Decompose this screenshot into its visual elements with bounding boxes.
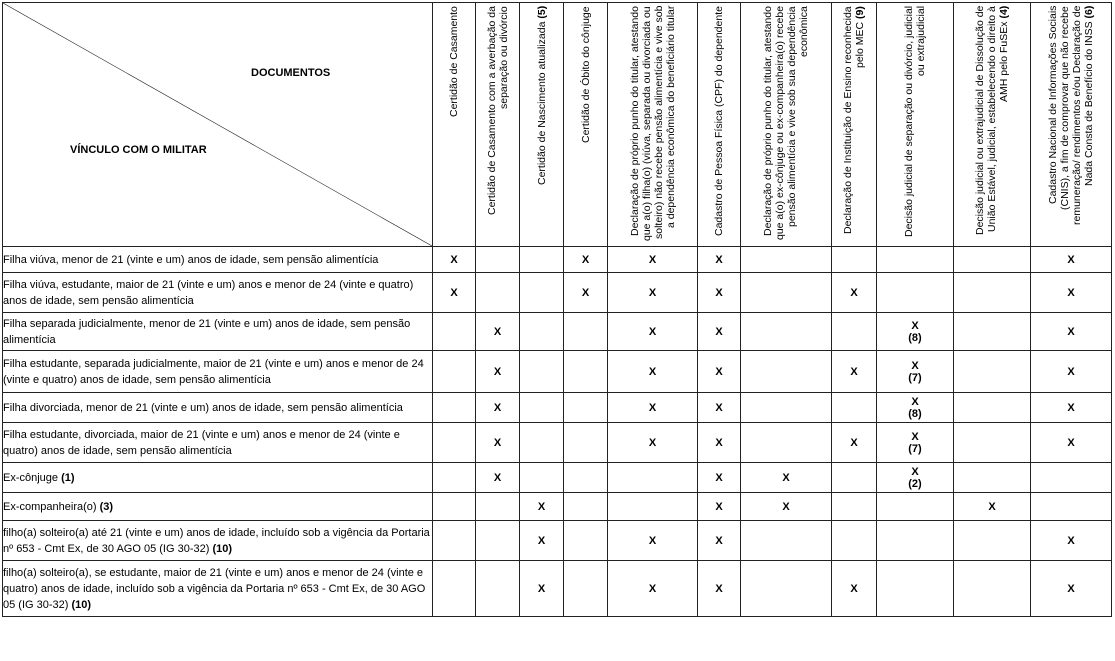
requirement-cell [698,561,741,617]
requirement-cell [877,561,954,617]
col-header-ref: (5) [535,6,548,19]
requirement-mark: X [537,582,546,595]
requirement-cell [698,423,741,463]
requirement-cell [1031,561,1112,617]
requirement-mark: X [648,365,657,378]
row-label-text: Filha estudante, separada judicialmente, maior de 21 (vinte e um) anos e menor de 24 (vinte e quatro) anos de idade, sem pensão alimentícia [3,357,424,386]
row-label-text: Ex-cônjuge [3,471,59,484]
requirement-mark: X [1067,534,1075,547]
requirement-mark: X [911,359,919,372]
requirement-cell [520,561,564,617]
requirement-cell [520,493,564,521]
requirement-cell [877,463,954,493]
requirement-mark: X [493,436,502,449]
requirement-cell [520,247,564,273]
header-row [3,3,1112,247]
row-label-ref: (1) [61,471,75,484]
requirement-cell [520,521,564,561]
requirement-mark: X [715,401,723,414]
col-header-certidao-nascimento [520,3,564,247]
table-row [3,393,1112,423]
requirement-mark: X [850,365,858,378]
col-header-text: Certidão de Nascimento atualizada [535,21,548,186]
requirement-cell [954,393,1031,423]
requirement-mark: X [493,401,502,414]
col-header-ref: (6) [1083,6,1095,19]
requirement-cell [954,351,1031,393]
requirement-cell [741,423,832,463]
row-label [3,561,433,617]
col-header-text: Decisão judicial ou extrajudicial de Dissolução de União Estável, judicial, estabelecendo o direito à AMH pelo FuSEx [974,6,1010,236]
requirement-mark: X [911,395,919,408]
requirement-cell [954,313,1031,351]
requirement-mark: X [648,253,657,266]
row-label-text: filho(a) solteiro(a) até 21 (vinte e um) anos de idade, incluído sob a vigência da Portaria nº 653 - Cmt Ex, de 30 AGO 05 (IG 30-32) [3,526,430,555]
requirement-mark: X [450,253,458,266]
col-header-text: Declaração de próprio punho do titular, atestando que a(o) ex-cônjuge ou ex-companheira(o) recebe pensão alimentícia e vive sob sua dependência econômica [762,6,810,241]
row-label-text: Filha separada judicialmente, menor de 21 (vinte e um) anos de idade, sem pensão alimentícia [3,317,411,346]
requirement-cell [954,423,1031,463]
requirement-cell [476,463,520,493]
requirement-cell [954,561,1031,617]
requirement-cell [1031,313,1112,351]
requirement-cell [608,313,698,351]
requirement-mark: X [1067,436,1075,449]
requirement-cell [741,561,832,617]
requirement-mark: X [1067,325,1075,338]
row-label-text: Filha viúva, menor de 21 (vinte e um) anos de idade, sem pensão alimentícia [3,253,379,266]
table-body [3,247,1112,617]
requirement-mark: X [715,534,723,547]
requirement-cell [877,351,954,393]
col-header-text: Cadastro Nacional de Informações Sociais (CNIS), a fim de comprovar que não recebe remuneração/ rendimentos e/ou Declaração de Nada Consta de Benefício do INSS [1047,6,1095,226]
requirement-mark: X [782,500,790,513]
requirement-cell [520,393,564,423]
requirement-cell [832,561,877,617]
row-label-ref: (10) [71,598,92,611]
col-header-certidao-averbacao [476,3,520,247]
requirement-cell [741,313,832,351]
requirement-cell [698,493,741,521]
requirement-cell [832,351,877,393]
requirement-cell [608,351,698,393]
requirement-cell [832,463,877,493]
row-label [3,247,433,273]
requirement-cell [564,423,608,463]
requirement-cell [877,393,954,423]
col-header-ref: (4) [998,6,1010,19]
requirement-cell [832,493,877,521]
requirement-cell [433,247,476,273]
requirement-mark: X [648,325,657,338]
requirement-mark: X [782,471,790,484]
requirement-cell [608,393,698,423]
col-header-certidao-obito [564,3,608,247]
documents-table [2,2,1112,617]
col-header-decisao-uniao-estavel [954,3,1031,247]
requirement-mark: X [493,471,502,484]
requirement-cell [698,313,741,351]
requirement-cell [1031,521,1112,561]
documents-label: DOCUMENTOS [251,67,331,79]
requirement-cell [877,313,954,351]
requirement-cell [476,423,520,463]
requirement-cell [564,247,608,273]
requirement-mark: X [648,436,657,449]
requirement-mark: X [715,436,723,449]
requirement-cell [698,351,741,393]
requirement-mark: X [715,471,723,484]
row-label [3,393,433,423]
requirement-cell [476,247,520,273]
requirement-cell [741,393,832,423]
col-header-cpf [698,3,741,247]
requirement-cell [954,493,1031,521]
requirement-cell [877,423,954,463]
requirement-mark: X [648,401,657,414]
requirement-mark: X [493,325,502,338]
requirement-mark: X [715,365,723,378]
requirement-cell [832,423,877,463]
requirement-cell [698,463,741,493]
requirement-cell [520,351,564,393]
requirement-cell [433,393,476,423]
requirement-cell [520,423,564,463]
row-label [3,313,433,351]
requirement-cell [741,351,832,393]
requirement-cell [564,493,608,521]
diagonal-line [3,3,432,246]
requirement-mark: X [1067,253,1075,266]
col-header-decisao-separacao [877,3,954,247]
requirement-note: (8) [908,407,922,420]
table-row [3,493,1112,521]
requirement-cell [1031,393,1112,423]
requirement-cell [1031,423,1112,463]
row-label [3,351,433,393]
row-label-text: Filha viúva, estudante, maior de 21 (vinte e um) anos e menor de 24 (vinte e quatro) anos de idade, sem pensão alimentícia [3,278,414,307]
requirement-cell [741,521,832,561]
requirement-mark: X [850,582,858,595]
requirement-mark: X [537,534,546,547]
table-row [3,273,1112,313]
requirement-cell [608,521,698,561]
table-row [3,247,1112,273]
requirement-cell [698,273,741,313]
requirement-cell [476,273,520,313]
col-header-text: Decisão judicial de separação ou divórcio, judicial ou extrajudicial [903,6,927,238]
requirement-cell [564,313,608,351]
requirement-cell [564,351,608,393]
requirement-cell [433,493,476,521]
requirement-cell [433,351,476,393]
table-row [3,351,1112,393]
requirement-cell [433,313,476,351]
requirement-cell [608,247,698,273]
requirement-note: (8) [908,331,922,344]
requirement-note: (2) [908,477,922,490]
requirement-cell [476,561,520,617]
requirement-cell [741,247,832,273]
col-header-text: Declaração de Instituição de Ensino reconhecida pelo MEC [842,6,866,234]
requirement-cell [698,247,741,273]
requirement-cell [698,393,741,423]
requirement-cell [954,463,1031,493]
requirement-cell [954,273,1031,313]
requirement-cell [832,247,877,273]
requirement-cell [698,521,741,561]
requirement-cell [832,273,877,313]
requirement-cell [520,313,564,351]
row-label-ref: (3) [99,500,114,513]
requirement-mark: X [911,430,919,443]
requirement-mark: X [648,286,657,299]
requirement-cell [476,393,520,423]
row-label-text: Filha estudante, divorciada, maior de 21 (vinte e um) anos e menor de 24 (vinte e quatro) anos de idade, sem pensão alimentícia [3,428,400,457]
table-row [3,561,1112,617]
row-label-text: Ex-companheira(o) [3,500,97,513]
requirement-cell [877,247,954,273]
requirement-cell [433,273,476,313]
requirement-cell [832,393,877,423]
requirement-cell [832,521,877,561]
requirement-mark: X [715,582,723,595]
requirement-cell [1031,493,1112,521]
col-header-cnis [1031,3,1112,247]
requirement-mark: X [911,465,919,478]
requirement-cell [877,521,954,561]
requirement-cell [520,273,564,313]
requirement-cell [1031,463,1112,493]
table-row [3,463,1112,493]
requirement-cell [832,313,877,351]
requirement-cell [433,463,476,493]
requirement-mark: X [850,286,858,299]
vinculo-label: VÍNCULO COM O MILITAR [70,144,207,156]
requirement-cell [476,313,520,351]
col-header-text: Certidão de Casamento com a averbação da separação ou divórcio [485,6,510,215]
requirement-note: (7) [908,371,922,384]
requirement-cell [564,393,608,423]
requirement-cell [608,493,698,521]
requirement-cell [608,463,698,493]
requirement-mark: X [911,319,919,332]
requirement-note: (7) [908,442,922,455]
requirement-cell [433,521,476,561]
requirement-cell [741,463,832,493]
requirement-cell [741,273,832,313]
requirement-cell [608,273,698,313]
requirement-cell [608,423,698,463]
requirement-cell [954,521,1031,561]
requirement-cell [476,351,520,393]
requirement-cell [564,273,608,313]
col-header-text: Certidão de Óbito do cônjuge [579,6,592,143]
table-row [3,521,1112,561]
requirement-cell [433,561,476,617]
row-label [3,423,433,463]
col-header-declaracao-filho [608,3,698,247]
requirement-cell [741,493,832,521]
requirement-mark: X [450,286,458,299]
requirement-mark: X [581,286,590,299]
col-header-text: Certidão de Casamento [448,6,460,117]
requirement-mark: X [648,582,657,595]
requirement-cell [1031,247,1112,273]
requirement-mark: X [715,325,723,338]
row-label [3,273,433,313]
requirement-mark: X [715,253,723,266]
row-label [3,521,433,561]
diagonal-header-cell [3,3,433,247]
requirement-mark: X [648,534,657,547]
requirement-mark: X [1067,401,1075,414]
requirement-cell [1031,351,1112,393]
requirement-mark: X [493,365,502,378]
row-label-text: filho(a) solteiro(a), se estudante, maior de 21 (vinte e um) anos e menor de 24 (vinte e quatro) anos de idade, incluído sob a vigência da Portaria nº 653 - Cmt Ex, de 30 AGO 05 (IG 30-32) [3,566,426,611]
col-header-declaracao-ex-conjuge [741,3,832,247]
row-label [3,463,433,493]
requirement-mark: X [715,500,723,513]
requirement-cell [564,521,608,561]
requirement-mark: X [715,286,723,299]
requirement-mark: X [850,436,858,449]
table-row [3,313,1112,351]
col-header-declaracao-ensino [832,3,877,247]
requirement-mark: X [1067,582,1075,595]
requirement-cell [433,423,476,463]
requirement-cell [476,521,520,561]
requirement-cell [1031,273,1112,313]
requirement-cell [520,463,564,493]
requirement-cell [564,463,608,493]
requirement-cell [877,493,954,521]
requirement-cell [877,273,954,313]
col-header-certidao-casamento [433,3,476,247]
requirement-mark: X [537,500,546,513]
requirement-mark: X [988,500,996,513]
requirement-mark: X [1067,286,1075,299]
requirement-mark: X [581,253,590,266]
col-header-text: Declaração de próprio punho do titular, atestando que a(o) filha(o) (viúva, separada ou divorciada ou solteiro) não recebe pensão alimentícia e vive sob a dependência econômica do beneficiário titular [628,6,677,241]
requirement-cell [476,493,520,521]
requirement-cell [564,561,608,617]
requirement-cell [954,247,1031,273]
col-header-ref: (9) [854,6,866,19]
row-label [3,493,433,521]
table-row [3,423,1112,463]
requirement-cell [608,561,698,617]
col-header-text: Cadastro de Pessoa Física (CPF) do dependente [713,6,725,236]
row-label-ref: (10) [212,542,233,555]
row-label-text: Filha divorciada, menor de 21 (vinte e um) anos de idade, sem pensão alimentícia [3,401,403,414]
requirement-mark: X [1067,365,1075,378]
